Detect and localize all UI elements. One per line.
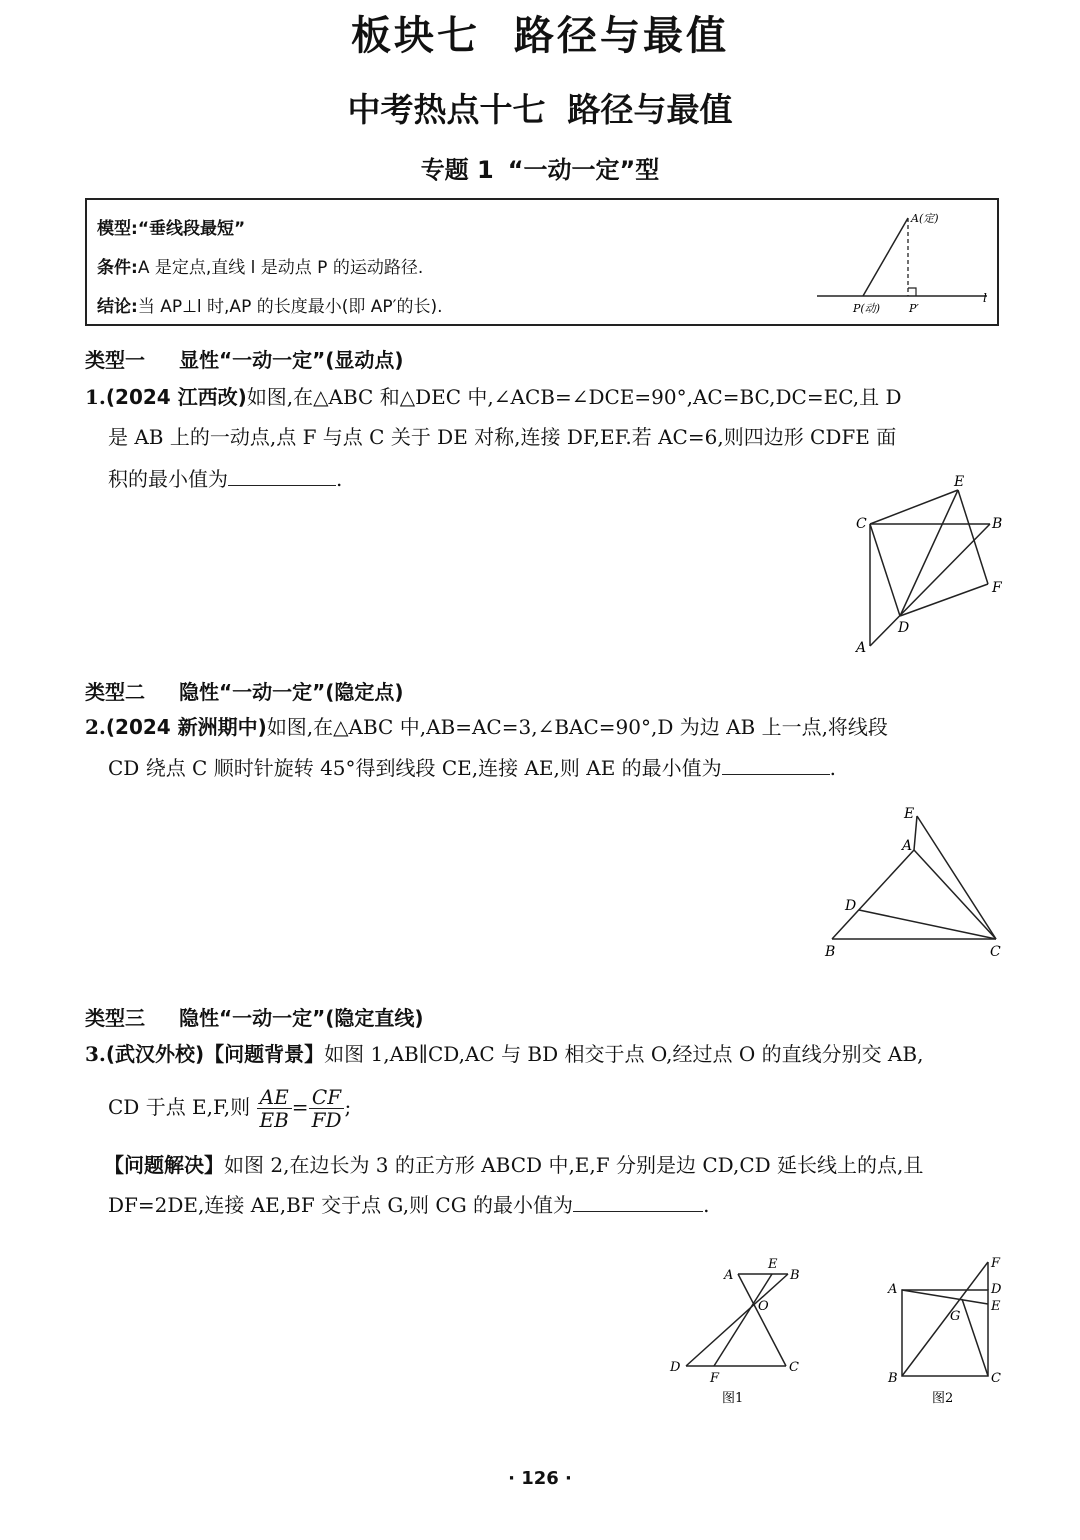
label-o: O — [758, 1299, 769, 1314]
q2-line1: 2.(2024 新洲期中)如图,在△ABC 中,AB=AC=3,∠BAC=90°,D 为边 AB 上一点,将线段 — [85, 715, 888, 739]
seg-bd — [686, 1274, 788, 1366]
label-p-prime: P′ — [909, 302, 919, 315]
label-c: C — [991, 1371, 1001, 1386]
answer-blank-1[interactable] — [228, 467, 336, 486]
seg-ea — [914, 816, 917, 850]
label-f: F — [710, 1371, 720, 1386]
label-e: E — [954, 474, 965, 490]
label-a: A — [724, 1268, 734, 1283]
label-a: A — [888, 1282, 898, 1297]
seg-dc — [859, 910, 996, 939]
type3-heading: 类型三 隐性“一动一定”(隐定直线) — [85, 1006, 424, 1030]
label-a: A(定) — [911, 212, 939, 225]
model-box — [85, 198, 999, 326]
seg-ef — [714, 1274, 772, 1366]
seg-ae — [902, 1290, 988, 1304]
label-p: P(动) — [853, 302, 880, 315]
block-title: 板块七 路径与最值 — [351, 13, 729, 59]
label-b: B — [825, 944, 836, 960]
label-f: F — [992, 580, 1002, 596]
q3-figure2 — [880, 1250, 1010, 1410]
perpendicular-figure — [807, 204, 997, 320]
seg-ac — [914, 850, 996, 939]
label-a: A — [902, 838, 913, 854]
fraction-ae-eb: $\frac{AE}{EB}$ — [257, 1086, 292, 1131]
seg-cd — [870, 524, 900, 616]
q3-figure1 — [664, 1250, 810, 1410]
seg-ba — [832, 850, 914, 939]
q3-line1: 3.(武汉外校)【问题背景】如图 1,AB∥CD,AC 与 BD 相交于点 O,经过点 O 的直线分别交 AB, — [85, 1042, 924, 1066]
label-b: B — [888, 1371, 898, 1386]
q1-line2: 是 AB 上的一动点,点 F 与点 C 关于 DE 对称,连接 DF,EF.若 AC=6,则四边形 CDFE 面 — [108, 425, 897, 449]
label-g: G — [950, 1309, 961, 1324]
segment-ap — [863, 218, 908, 296]
label-c: C — [856, 516, 867, 532]
right-angle-mark — [908, 288, 916, 296]
label-c: C — [990, 944, 1001, 960]
type2-heading: 类型二 隐性“一动一定”(隐定点) — [85, 680, 404, 704]
seg-ab — [870, 524, 990, 646]
fraction-cf-fd: $\frac{CF}{FD}$ — [309, 1086, 345, 1131]
condition-line: 条件:A 是定点,直线 l 是动点 P 的运动路径. — [97, 258, 424, 278]
seg-ef — [958, 490, 988, 584]
label-e: E — [904, 806, 915, 822]
hotspot-title: 中考热点十七 路径与最值 — [347, 90, 733, 129]
label-b: B — [992, 516, 1003, 532]
label-d: D — [670, 1360, 681, 1375]
figure1-caption: 图1 — [722, 1391, 744, 1406]
answer-blank-2[interactable] — [722, 756, 830, 775]
label-d: D — [898, 620, 910, 636]
seg-ac — [738, 1274, 786, 1366]
label-b: B — [790, 1268, 800, 1283]
label-a: A — [856, 640, 867, 656]
q1-line1: 1.(2024 江西改)如图,在△ABC 和△DEC 中,∠ACB=∠DCE=90°,AC=BC,DC=EC,且 D — [85, 385, 902, 409]
label-d: D — [845, 898, 857, 914]
seg-gc — [962, 1299, 988, 1376]
conclusion-line: 结论:当 AP⊥l 时,AP 的长度最小(即 AP′的长). — [97, 297, 443, 317]
model-line: 模型:“垂线段最短” — [97, 219, 246, 239]
type1-heading: 类型一 显性“一动一定”(显动点) — [85, 348, 404, 372]
q3-line2: CD 于点 E,F,则 $\frac{AE}{EB}$ = $\frac{CF}{FD}$ ; — [108, 1085, 352, 1132]
square-abcd — [902, 1290, 988, 1376]
label-f: F — [991, 1256, 1001, 1271]
q2-line2: CD 绕点 C 顺时针旋转 45°得到线段 CE,连接 AE,则 AE 的最小值为 . — [108, 756, 837, 780]
seg-bf — [902, 1262, 988, 1376]
topic-title: 专题 1 “一动一定”型 — [420, 156, 660, 184]
q3-line3: 【问题解决】如图 2,在边长为 3 的正方形 ABCD 中,E,F 分别是边 CD,CD 延长线上的点,且 — [104, 1153, 924, 1177]
label-c: C — [789, 1360, 799, 1375]
q1-line3: 积的最小值为 . — [108, 467, 343, 491]
label-e: E — [768, 1257, 778, 1272]
q3-line4: DF=2DE,连接 AE,BF 交于点 G,则 CG 的最小值为 . — [108, 1193, 710, 1217]
q2-figure — [820, 800, 1006, 964]
page-number: · 126 · — [508, 1468, 572, 1489]
label-l: l — [983, 291, 987, 305]
figure2-caption: 图2 — [932, 1391, 954, 1406]
seg-ec — [917, 816, 996, 939]
label-d: D — [991, 1282, 1002, 1297]
label-e: E — [991, 1299, 1001, 1314]
q1-figure — [846, 472, 1006, 658]
answer-blank-3[interactable] — [573, 1193, 703, 1212]
